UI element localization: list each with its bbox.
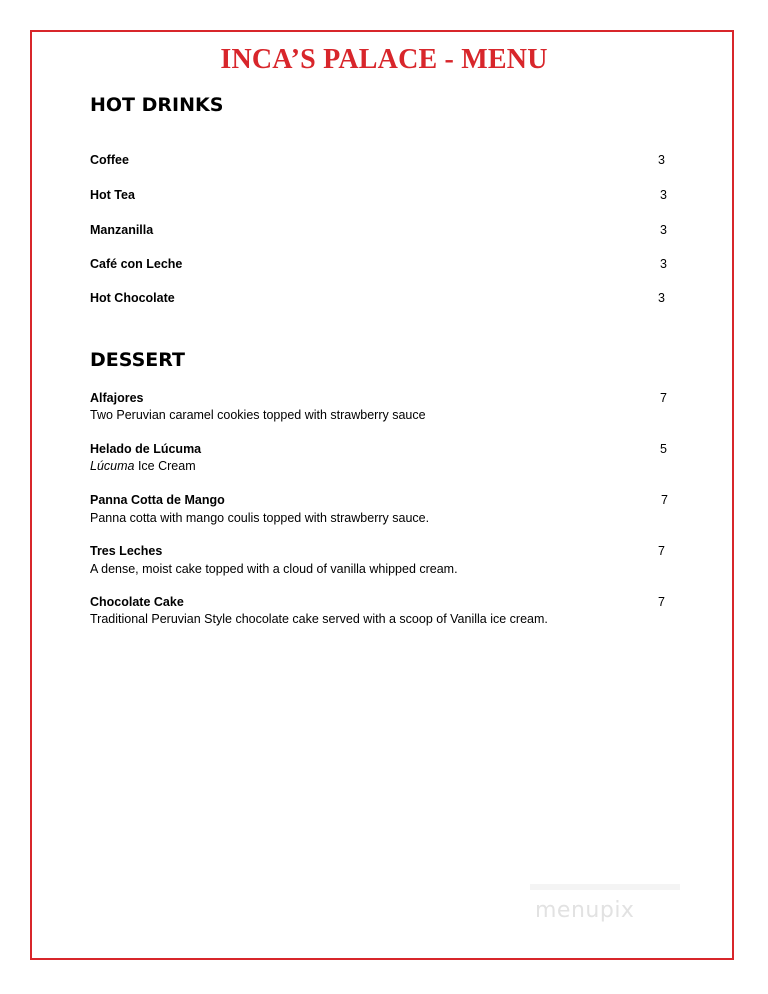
item-name-hot-chocolate: Hot Chocolate: [90, 291, 175, 305]
watermark-logo: menupix: [535, 898, 635, 923]
item-name-helado-de-lucuma: Helado de Lúcuma: [90, 442, 202, 456]
menu-title: INCA’S PALACE - MENU: [220, 44, 548, 75]
watermark-line: [530, 884, 680, 890]
item-description-tres-leches: A dense, moist cake topped with a cloud of vanilla whipped cream.: [90, 562, 458, 576]
item-name-cafe-con-leche: Café con Leche: [90, 257, 183, 271]
item-price-helado-de-lucuma: 5: [660, 442, 667, 456]
item-price-hot-tea: 3: [660, 188, 667, 202]
item-name-coffee: Coffee: [90, 153, 129, 167]
item-name-chocolate-cake: Chocolate Cake: [90, 595, 184, 609]
item-price-panna-cotta: 7: [661, 493, 668, 507]
item-name-hot-tea: Hot Tea: [90, 188, 135, 202]
item-description-alfajores: Two Peruvian caramel cookies topped with strawberry sauce: [90, 408, 426, 422]
section-heading-dessert: DESSERT: [90, 349, 185, 371]
item-price-cafe-con-leche: 3: [660, 257, 667, 271]
item-description-panna-cotta: Panna cotta with mango coulis topped with strawberry sauce.: [90, 511, 430, 525]
item-name-tres-leches: Tres Leches: [90, 544, 163, 558]
item-description-helado-de-lucuma: [90, 459, 196, 473]
item-name-panna-cotta: Panna Cotta de Mango: [90, 493, 225, 507]
item-price-chocolate-cake: 7: [658, 595, 665, 609]
section-heading-hot-drinks: HOT DRINKS: [90, 94, 224, 116]
item-description-rest: Ice Cream: [134, 459, 196, 473]
item-price-hot-chocolate: 3: [658, 291, 665, 305]
item-price-coffee: 3: [658, 153, 665, 167]
item-name-alfajores: Alfajores: [90, 391, 144, 405]
item-price-manzanilla: 3: [660, 223, 667, 237]
item-price-alfajores: 7: [660, 391, 667, 405]
item-price-tres-leches: 7: [658, 544, 665, 558]
item-description-italic: Lúcuma: [90, 459, 135, 473]
item-name-manzanilla: Manzanilla: [90, 223, 154, 237]
item-description-chocolate-cake: Traditional Peruvian Style chocolate cake served with a scoop of Vanilla ice cream.: [90, 612, 548, 626]
